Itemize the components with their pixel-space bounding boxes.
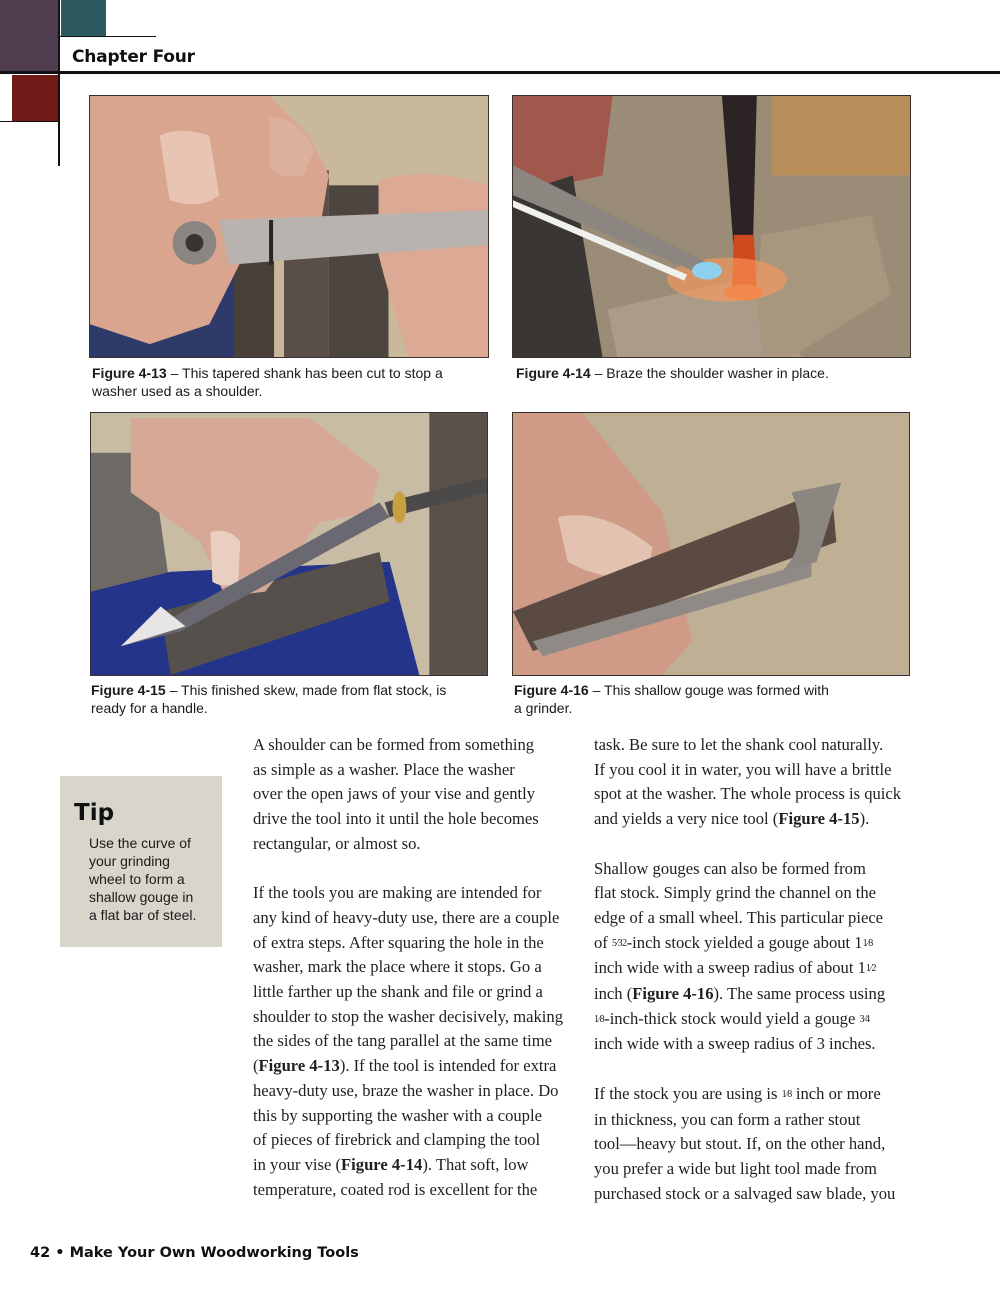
figure-4-16-caption: Figure 4-16 – This shallow gouge was formed with a grinder. [514, 682, 829, 716]
figure-label: Figure 4-16 [514, 682, 589, 698]
figure-4-13-photo [89, 95, 489, 358]
body-column-right [594, 733, 924, 1231]
header-short-rule [59, 36, 156, 37]
paragraph: task. Be sure to let the shank cool naturally. If you cool it in water, you will have a brittle spot at the washer. The whole process is quick and yields a very nice tool (Figure 4-15). [594, 735, 902, 829]
fraction: 1⁄8 [862, 937, 873, 949]
figure-reference: Figure 4-16 [632, 984, 714, 1004]
fraction: 1⁄8 [781, 1088, 792, 1100]
chapter-title: Chapter Four [72, 47, 195, 67]
header-red-rule [0, 121, 59, 122]
header-purple-block [0, 0, 59, 72]
header-rule [0, 71, 1000, 74]
figure-label: Figure 4-13 [92, 365, 167, 381]
tip-title: Tip [74, 800, 115, 826]
figure-reference: Figure 4-13 [258, 1056, 340, 1076]
figure-reference: Figure 4-14 [341, 1154, 423, 1174]
figure-4-14-caption: Figure 4-14 – Braze the shoulder washer in place. [516, 365, 829, 381]
tip-body: Use the curve of your grinding wheel to form a shallow gouge in a flat bar of steel. [89, 835, 197, 923]
figure-4-14-photo [512, 95, 911, 358]
paragraph: Shallow gouges can also be formed from flat stock. Simply grind the channel on the edge of a small wheel. This particular piece of 5⁄32-inch stock yielded a gouge about 11⁄8 inch wide with a sweep radius of about 11⁄2 inch (Figure 4-16). The same process using 1⁄8-inch-thick stock would yield a gouge 3⁄4 inch wide with a sweep radius of 3 inches. [594, 858, 886, 1054]
tip-box [60, 776, 222, 947]
book-title: Make Your Own Woodworking Tools [69, 1245, 359, 1261]
page-number: 42 [30, 1245, 51, 1261]
fraction: 5⁄32 [611, 937, 627, 949]
figure-4-15-caption: Figure 4-15 – This finished skew, made from flat stock, is ready for a handle. [91, 682, 447, 716]
paragraph: If the stock you are using is 1⁄8 inch or more in thickness, you can form a rather stout tool—heavy but stout. If, on the other hand, you prefer a wide but light tool made from purchased stock or a salvaged saw blade, you [594, 1083, 896, 1203]
footer-bullet: • [50, 1245, 70, 1261]
fraction: 3⁄4 [859, 1013, 870, 1025]
figure-label: Figure 4-14 [516, 365, 591, 381]
header-vertical-rule [58, 0, 60, 166]
header-red-block [12, 75, 58, 121]
figure-4-15-photo [90, 412, 488, 676]
figure-reference: Figure 4-15 [778, 809, 860, 829]
figure-4-16-photo [512, 412, 910, 676]
figure-4-13-caption: Figure 4-13 – This tapered shank has been cut to stop a washer used as a shoulder. [92, 365, 443, 399]
body-column-left [253, 733, 583, 1227]
fraction: 1⁄8 [594, 1013, 605, 1025]
figure-label: Figure 4-15 [91, 682, 166, 698]
header-teal-block [61, 0, 106, 36]
page-footer [30, 1245, 359, 1261]
paragraph: If the tools you are making are intended for any kind of heavy-duty use, there are a couple of extra steps. After squaring the hole in the washer, mark the place where it stops. Go a little farther up the shank and file or grind a shoulder to stop the washer decisively, making the sides of the tang parallel at the same time (Figure 4-13). If the tool is intended for extra heavy-duty use, braze the washer in place. Do this by supporting the washer with a couple of pieces of firebrick and clamping the tool in your vise (Figure 4-14). That soft, low temperature, coated rod is excellent for the [253, 883, 563, 1199]
paragraph: A shoulder can be formed from something as simple as a washer. Place the washer over the open jaws of your vise and gently drive the tool into it until the hole becomes rectangular, or almost so. [253, 735, 539, 853]
fraction: 1⁄2 [865, 963, 877, 975]
